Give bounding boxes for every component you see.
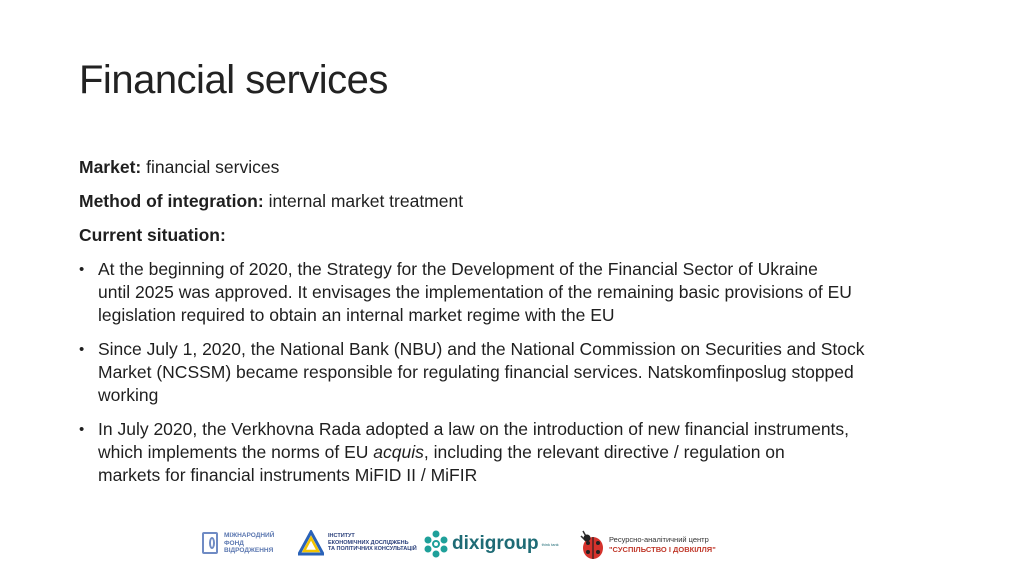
irf-logo-text: МІЖНАРОДНИЙ	[224, 532, 275, 539]
iepr-logo-text: ЕКОНОМІЧНИХ ДОСЛІДЖЕНЬ	[328, 539, 409, 546]
slide-title: Financial services	[79, 58, 388, 102]
market-label: Market:	[79, 157, 142, 177]
irf-logo-text: ФОНД	[224, 539, 244, 547]
ladybug-icon	[575, 528, 605, 562]
bullet-text: , including the relevant directive / regulation on	[423, 442, 785, 462]
situation-label: Current situation:	[79, 225, 226, 245]
method-line	[79, 190, 959, 213]
irf-mark-icon	[202, 532, 218, 554]
situation-line	[79, 224, 959, 247]
iepr-logo-text: ТА ПОЛІТИЧНИХ КОНСУЛЬТАЦІЙ	[328, 546, 417, 553]
bullet-line: working	[98, 385, 159, 405]
bullet-item	[79, 258, 959, 327]
rac-logo-text: "СУСПІЛЬСТВО І ДОВКІЛЛЯ"	[609, 545, 716, 554]
bullet-text: which implements the norms of EU	[98, 442, 374, 462]
iepr-logo	[298, 530, 417, 556]
dixigroup-logo	[424, 530, 559, 558]
market-value: financial services	[141, 157, 280, 177]
situation-bullets	[79, 258, 959, 487]
acquis-term: acquis	[373, 442, 424, 462]
bullet-line: legislation required to obtain an internal market regime with the EU	[98, 305, 615, 325]
iepr-triangle-icon	[298, 530, 324, 556]
bullet-icon: •	[79, 421, 85, 438]
rac-logo-text: Ресурсно-аналітичний центр	[609, 535, 709, 544]
bullet-line: Since July 1, 2020, the National Bank (NBU) and the National Commission on Securities and Stock	[98, 339, 865, 359]
dixigroup-subtitle: think tank	[541, 541, 559, 547]
irf-logo	[202, 532, 274, 555]
market-line	[79, 156, 959, 179]
method-value: internal market treatment	[263, 191, 464, 211]
bullet-icon: •	[79, 261, 85, 278]
irf-logo-text: ВІДРОДЖЕННЯ	[224, 547, 274, 554]
slide-body	[79, 156, 959, 498]
bullet-line: In July 2020, the Verkhovna Rada adopted a law on the introduction of new financial instruments,	[98, 419, 850, 439]
partner-logos	[0, 520, 1024, 572]
bullet-line: At the beginning of 2020, the Strategy for the Development of the Financial Sector of Ukraine	[98, 259, 818, 279]
dixigroup-wordmark: dixigroup	[452, 533, 539, 554]
bullet-line: markets for financial instruments MiFID II / MiFIR	[98, 465, 478, 485]
bullet-line: Market (NCSSM) became responsible for regulating financial services. Natskomfinposlug stopped	[98, 362, 854, 382]
bullet-line: until 2025 was approved. It envisages the implementation of the remaining basic provisions of EU	[98, 282, 852, 302]
bullet-icon: •	[79, 341, 85, 358]
method-label: Method of integration:	[79, 191, 264, 211]
iepr-logo-text: ІНСТИТУТ	[328, 533, 355, 540]
dixigroup-molecule-icon	[424, 530, 448, 558]
rac-logo	[575, 528, 716, 562]
bullet-item	[79, 418, 959, 487]
bullet-item	[79, 338, 959, 407]
bullet-line	[98, 441, 959, 464]
